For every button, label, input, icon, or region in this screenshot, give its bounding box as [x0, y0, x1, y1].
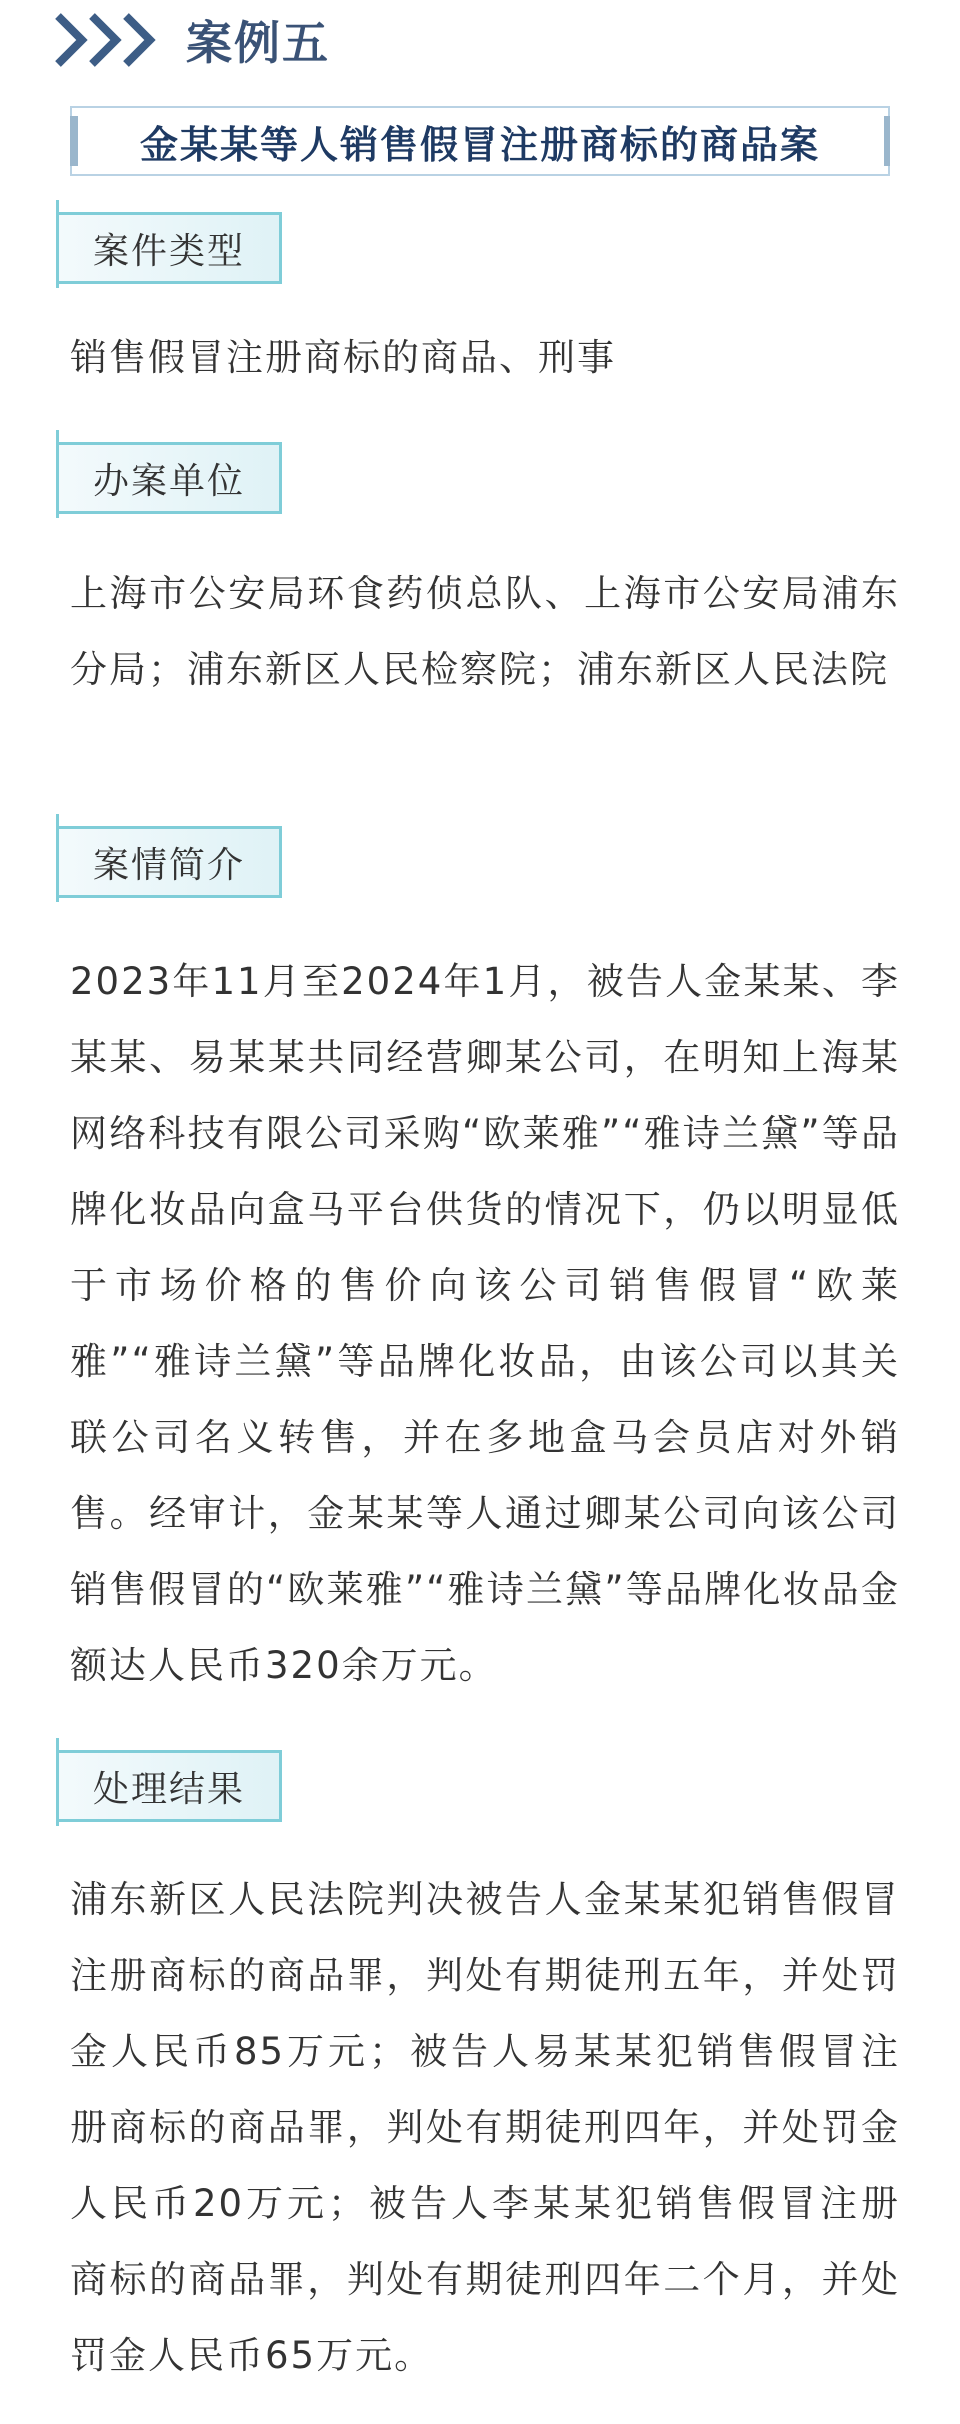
case-banner — [70, 106, 890, 176]
section-label: 案情简介 — [92, 844, 245, 886]
case-type-text: 销售假冒注册商标的商品、刑事 — [70, 336, 616, 379]
case-title: 案例五 — [186, 16, 330, 70]
case-summary-text: 2023年11月至2024年1月，被告人金某某、李某某、易某某共同经营卿某公司，在明知上海某网络科技有限公司采购“欧莱雅”“雅诗兰黛”等品牌化妆品向盒马平台供货的情况下，仍以明显低于市场价格的售价向该公司销售假冒“欧莱雅”“雅诗兰黛”等品牌化妆品，由该公司以其关联公司名义转售，并在多地盒马会员店对外销售。经审计，金某某等人通过卿某公司向该公司销售假冒的“欧莱雅”“雅诗兰黛”等品牌化妆品金额达人民币320余万元。 — [70, 960, 900, 1687]
section-tag-handling-units — [56, 430, 282, 518]
triple-chevron-right-icon — [52, 10, 172, 70]
section-label: 案件类型 — [92, 230, 245, 272]
section-label: 办案单位 — [92, 460, 245, 502]
section-label: 处理结果 — [92, 1768, 245, 1810]
section-tag-case-summary — [56, 814, 282, 902]
handling-units-text: 上海市公安局环食药侦总队、上海市公安局浦东分局；浦东新区人民检察院；浦东新区人民法院 — [70, 572, 900, 691]
case-name: 金某某等人销售假冒注册商标的商品案 — [139, 122, 820, 167]
case-header — [52, 2, 330, 78]
section-tag-result — [56, 1738, 282, 1826]
section-tag-case-type — [56, 200, 282, 288]
result-text: 浦东新区人民法院判决被告人金某某犯销售假冒注册商标的商品罪，判处有期徒刑五年，并处罚金人民币85万元；被告人易某某犯销售假冒注册商标的商品罪，判处有期徒刑四年，并处罚金人民币20万元；被告人李某某犯销售假冒注册商标的商品罪，判处有期徒刑四年二个月，并处罚金人民币65万元。 — [70, 1878, 900, 2377]
